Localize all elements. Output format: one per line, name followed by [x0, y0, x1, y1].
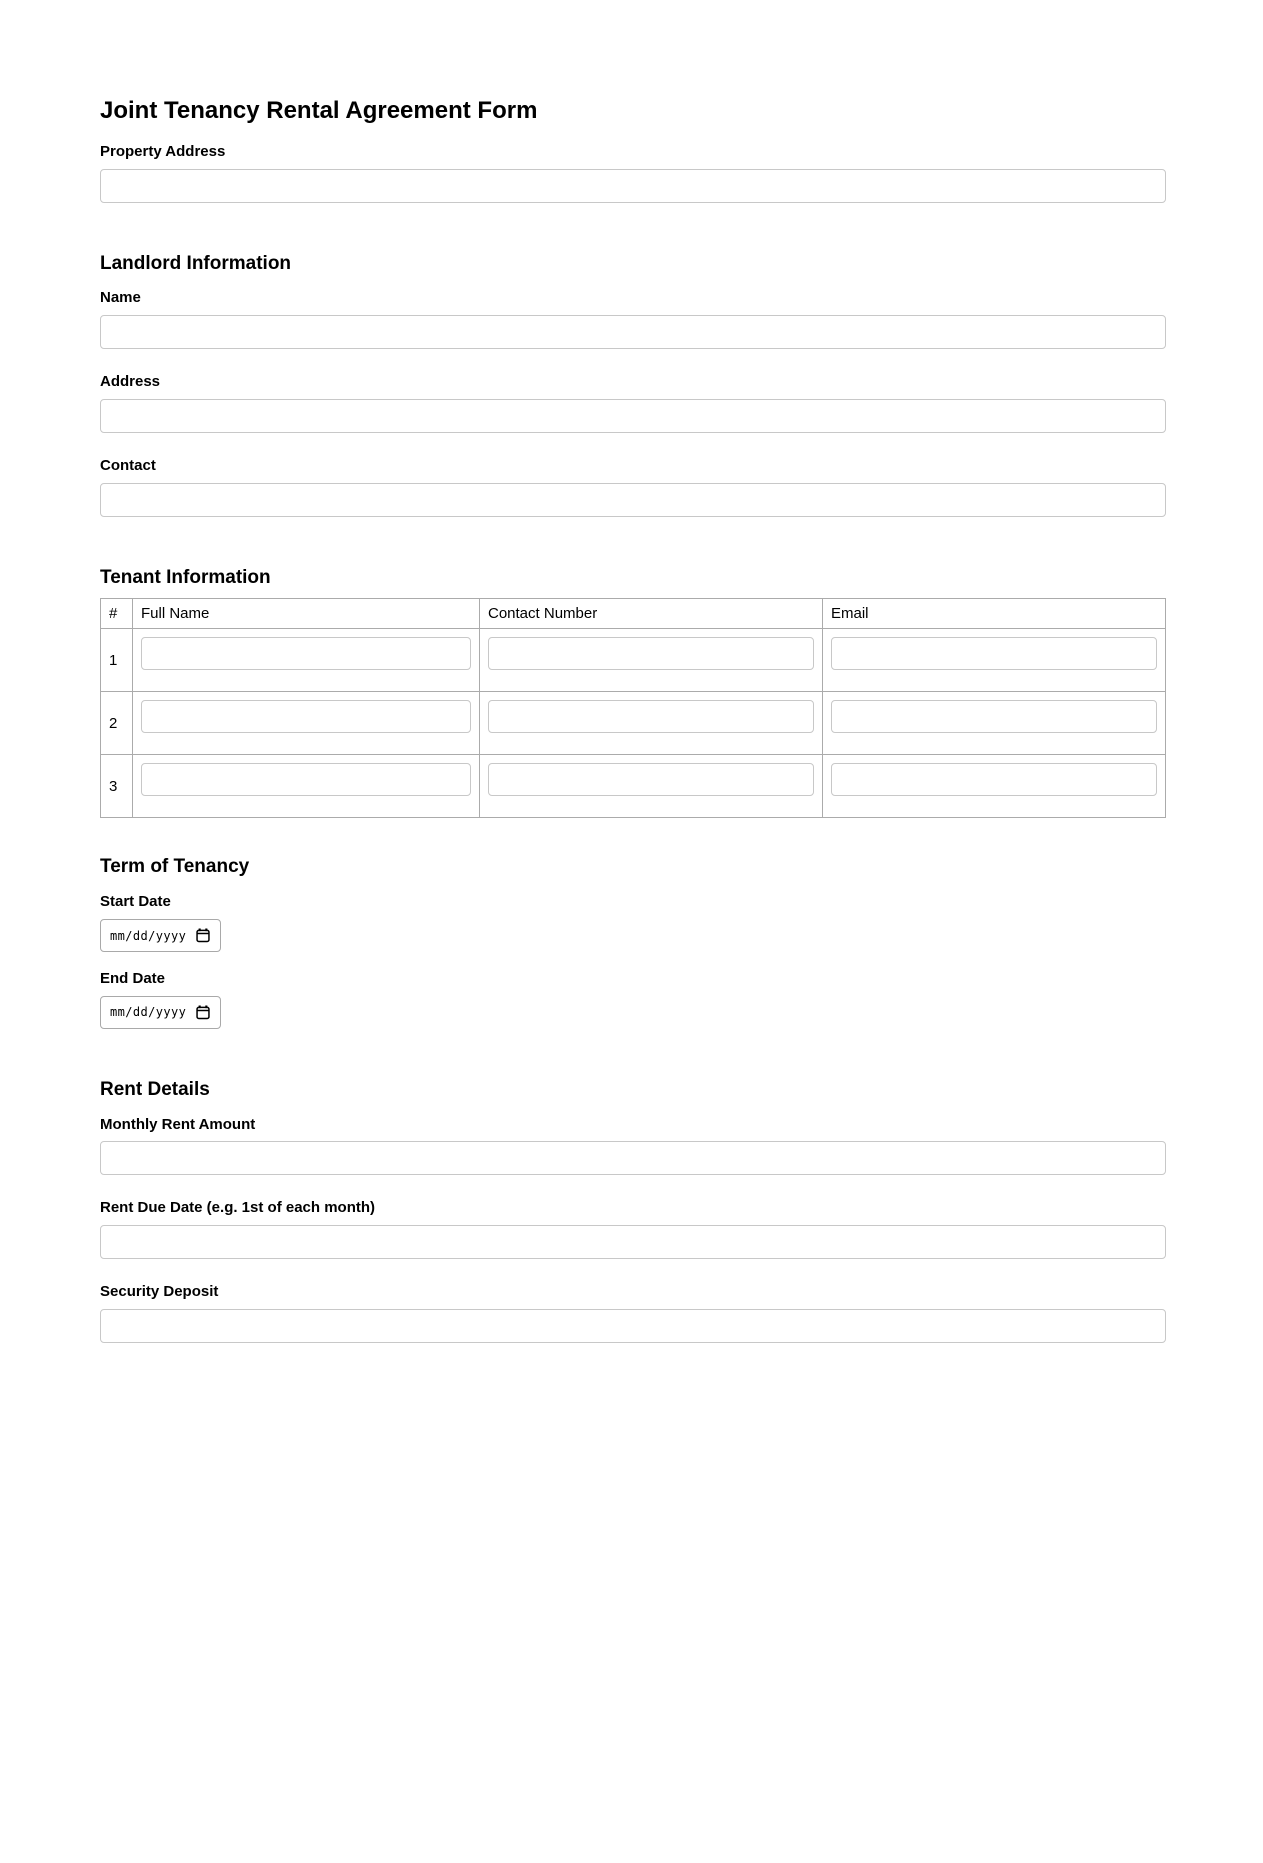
calendar-icon[interactable] [196, 928, 210, 943]
landlord-address-field [100, 373, 1166, 433]
tenant-2-email-input[interactable] [831, 700, 1157, 733]
tenant-1-full-name-input[interactable] [141, 637, 471, 670]
column-header-contact-number: Contact Number [480, 599, 823, 629]
tenant-row-2 [101, 692, 1166, 755]
tenant-3-row-number: 3 [101, 755, 133, 818]
start-date-input[interactable] [100, 919, 221, 952]
monthly-rent-label: Monthly Rent Amount [100, 1115, 256, 1133]
column-header-email: Email [823, 599, 1166, 629]
end-date-label: End Date [100, 970, 166, 988]
property-address-field [100, 143, 1166, 203]
tenant-row-1 [101, 629, 1166, 692]
term-section-heading: Term of Tenancy [100, 856, 250, 878]
tenant-table-header-row [101, 599, 1166, 629]
landlord-name-label: Name [100, 289, 141, 307]
security-deposit-field [100, 1283, 1166, 1343]
tenant-section-heading: Tenant Information [100, 566, 271, 588]
monthly-rent-input[interactable] [100, 1141, 1166, 1175]
tenant-2-row-number: 2 [101, 692, 133, 755]
tenant-table [100, 598, 1166, 818]
tenant-3-email-input[interactable] [831, 763, 1157, 796]
landlord-contact-field [100, 457, 1166, 517]
tenant-row-3 [101, 755, 1166, 818]
tenant-2-contact-number-input[interactable] [488, 700, 814, 733]
tenant-1-email-input[interactable] [831, 637, 1157, 670]
tenant-1-row-number: 1 [101, 629, 133, 692]
landlord-contact-input[interactable] [100, 483, 1166, 517]
security-deposit-label: Security Deposit [100, 1283, 219, 1301]
landlord-name-input[interactable] [100, 315, 1166, 349]
end-date-input[interactable] [100, 996, 221, 1029]
calendar-icon[interactable] [196, 1005, 210, 1020]
landlord-address-input[interactable] [100, 399, 1166, 433]
tenant-1-contact-number-input[interactable] [488, 637, 814, 670]
monthly-rent-field [100, 1116, 1166, 1176]
rent-due-date-input[interactable] [100, 1225, 1166, 1259]
start-date-label: Start Date [100, 893, 171, 911]
tenant-3-contact-number-input[interactable] [488, 763, 814, 796]
end-date-field [100, 970, 1166, 1029]
end-date-placeholder: mm/dd/yyyy [110, 1005, 187, 1020]
tenant-3-full-name-input[interactable] [141, 763, 471, 796]
landlord-contact-label: Contact [100, 456, 156, 474]
start-date-field [100, 893, 1166, 952]
tenant-2-full-name-input[interactable] [141, 700, 471, 733]
rent-due-date-label: Rent Due Date (e.g. 1st of each month) [100, 1199, 376, 1217]
start-date-placeholder: mm/dd/yyyy [110, 928, 187, 943]
property-address-label: Property Address [100, 142, 226, 160]
page-title: Joint Tenancy Rental Agreement Form [100, 97, 538, 124]
landlord-name-field [100, 289, 1166, 349]
landlord-section-heading: Landlord Information [100, 252, 292, 274]
security-deposit-input[interactable] [100, 1309, 1166, 1343]
property-address-input[interactable] [100, 169, 1166, 203]
rent-section-heading: Rent Details [100, 1078, 210, 1100]
rent-due-date-field [100, 1199, 1166, 1259]
column-header-full-name: Full Name [133, 599, 480, 629]
column-header-number: # [101, 599, 133, 629]
landlord-address-label: Address [100, 373, 161, 391]
